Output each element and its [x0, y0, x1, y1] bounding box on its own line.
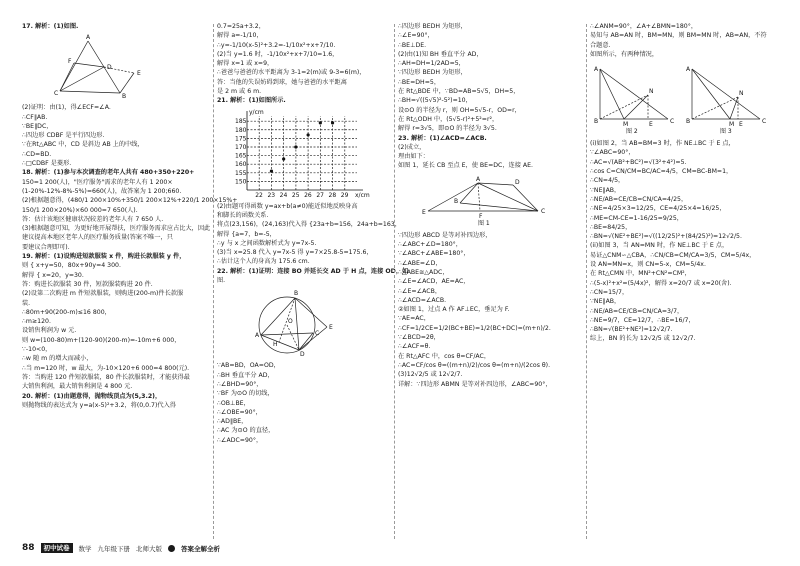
text-line: 17. 解析：(1)如图.: [22, 23, 79, 30]
text-line: (2)由(1)知 BH 垂直平分 AD，: [398, 50, 483, 58]
text-line: ∴∠BHD=90°，: [217, 380, 263, 388]
text-line: ∴AC=√(AB²+BC²)=√(3²+4²)=5.: [590, 158, 687, 166]
column-divider: [586, 24, 587, 539]
fig2-vertex-label-c: C: [670, 118, 675, 126]
edge-bc: [460, 203, 538, 211]
text-line: 18. 解析：(1)参与本次调查的老年人共有 480+350+220+: [22, 169, 195, 177]
x-tick-label: 25: [291, 191, 300, 199]
text-line: ∵∠BCD=2θ，: [398, 334, 440, 342]
edge-ab: [460, 183, 478, 203]
fig2-segment-bn: [600, 95, 648, 119]
vertex-label-b: B: [294, 290, 299, 298]
text-line: (2)根据题意得，(480/1 200×10%+350/1 200×12%+220/1 200×15%+: [22, 197, 238, 205]
text-line: 是 2 m 或 6 m.: [217, 88, 262, 96]
text-line: 建议提高本地区老年人的医疗服务质量(答案不唯一，只: [22, 234, 173, 242]
text-line: ∴四边形 BEDH 为矩形，: [398, 23, 467, 30]
y-tick-label: 180: [235, 126, 247, 134]
vertex-label-b: B: [454, 197, 459, 205]
y-tick-label: 175: [235, 135, 247, 143]
y-axis-label: y/cm: [249, 108, 264, 116]
text-line: ∴cos C=CN/CM=BC/AC=4/5，CM=BC-BM=1，: [590, 168, 733, 176]
x-tick-label: 26: [304, 191, 312, 199]
fig3-vertex-label-e: E: [739, 121, 743, 129]
fig3-edge-am: [692, 69, 730, 119]
figure-caption: 图 1: [478, 219, 490, 227]
text-line: (2)证明：由(1)，得∠ECF=∠A.: [22, 104, 111, 112]
text-line: 在 Rt△CMN 中，MN²+CN²=CM²，: [590, 270, 691, 278]
text-line: ∴w 随 m 的增大而减小，: [22, 355, 93, 363]
text-line: ∴CF∥AB.: [22, 113, 48, 121]
text-line: ∵BE∥DC，: [22, 122, 53, 130]
text-line: 易知与 AB=AN 时，BM=MN，则 BM=MN 时，AB=AN，不符: [590, 32, 767, 40]
text-line: 要建议合理即可).: [22, 243, 70, 251]
column-3: [398, 22, 583, 542]
text-line: 如图 1，延长 CB 至点 E，使 BE=DC，连接 AE.: [398, 162, 533, 170]
vertex-label-e: E: [329, 324, 333, 332]
text-line: ∴CD=BD.: [22, 150, 52, 158]
figure-23-1: [398, 173, 548, 229]
text-line: ∴m≥120.: [22, 318, 51, 326]
altitude-af: [478, 183, 480, 211]
data-point: [331, 121, 334, 124]
x-tick-label: 29: [340, 191, 349, 199]
fig2-edge-mn: [624, 95, 648, 119]
column-divider: [213, 24, 214, 539]
edge-dc: [513, 185, 538, 211]
text-line: ∴y 与 x 之间函数解析式为 y=7x-5.: [217, 239, 317, 247]
fig2-edge-am: [600, 69, 624, 119]
chord-dc: [299, 333, 313, 350]
vertex-label-a: A: [476, 175, 481, 183]
text-line: 0.7=25a+3.2，: [217, 23, 265, 30]
text-line: (3)12√2/5 或 12√2/7.: [398, 371, 463, 379]
text-line: 22. 解析：(1)证明：连接 BO 并延长交 AD 于 H 点，连接 OD，如: [217, 267, 409, 275]
text-line: 综上，BN 的长为 12√2/5 或 12√2/7.: [590, 335, 696, 343]
vertex-label-c: C: [541, 207, 546, 215]
x-tick-label: 23: [267, 191, 276, 199]
text-line: ∴∠ACF=θ.: [398, 343, 431, 351]
text-line: ∴NE=9/7，CE=12/7，∴BE=16/7，: [590, 316, 695, 324]
text-line: 设 AN=MN=x，则 CN=5-x，CM=5/4x.: [590, 261, 706, 269]
text-line: 23. 解析：(1)∠ACD=∠ACB.: [398, 134, 487, 142]
text-line: ∴∠OBE=90°，: [217, 408, 262, 416]
fig3-vertex-label-a: A: [686, 66, 691, 74]
x-tick-label: 24: [279, 191, 288, 199]
data-point: [307, 133, 310, 136]
fig3-edge-ac: [692, 69, 760, 119]
segment-de: [299, 327, 327, 350]
text-line: ∴BN=√(NE²+BE²)=√((12/25)²+(84/25)²)=12√2/5.: [590, 233, 742, 241]
y-tick-label: 155: [235, 169, 247, 177]
text-line: 易证△CNM∽△CBA，∴CN/CB=CM/CA=3/5，CM=5/4x，: [590, 251, 756, 259]
figure-caption: 图 3: [720, 128, 732, 136]
text-line: 将点(23,156)，(24,163)代入得 {23a+b=156，24a+b=163，: [217, 221, 401, 229]
bullet-icon: [168, 545, 175, 552]
vertex-label-a: A: [255, 332, 260, 340]
footer-tag: 答案全解全析: [181, 544, 221, 553]
text-line: 则 w=(100-80)m+(120-90)(200-m)=-10m+6 000，: [22, 336, 181, 344]
text-line: ∵四边形 ABCD 是等对补四边形，: [398, 231, 492, 239]
text-line: 答：当他的失误妨碍到球，她与爸爸的水平距离: [217, 78, 347, 86]
text-line: ∴∠E=∠ACB，: [398, 287, 442, 295]
text-line: ∵AB=BD，OA=OD，: [217, 362, 280, 370]
y-tick-label: 185: [235, 117, 247, 125]
text-line: ∴AH=DH=1/2AD=5，: [398, 60, 465, 68]
figure-caption: 图 2: [626, 128, 638, 136]
text-line: 20. 解析：(1)由题意得，抛物线顶点为(5,3.2)，: [22, 392, 162, 400]
y-tick-label: 160: [235, 160, 247, 168]
fig2-vertex-label-a: A: [594, 66, 599, 74]
vertex-label-o: O: [288, 318, 293, 326]
text-line: (2)由题可得函数 y=ax+b(a≠0)能近似地反映身高: [217, 202, 358, 210]
text-line: ∴AC 为⊙O 的直径，: [217, 427, 275, 435]
text-line: ∵∠ABC+∠ABE=180°，: [398, 250, 470, 258]
fig2-edge-ac: [600, 69, 668, 119]
text-line: 21. 解析：(1)如图所示.: [217, 97, 286, 105]
y-tick-label: 165: [235, 152, 247, 160]
text-line: ∴∠ABC+∠D=180°，: [398, 241, 462, 249]
x-tick-label: 22: [255, 191, 263, 199]
text-line: ∴爸爸与爸爸的水平距离为 3-1=2(m)或 9-3=6(m)，: [217, 69, 366, 77]
text-line: 解得 {a=7，b=-5，: [217, 230, 276, 238]
text-line: 则 { x+y=50，80x+90y=4 300.: [22, 262, 121, 270]
text-line: ∵NE∥AB，: [590, 186, 621, 194]
text-line: ∴∠ACD=∠ACB.: [398, 296, 447, 304]
x-tick-label: 28: [328, 191, 337, 199]
text-line: (2)设第二次购进 m 件短款服装，则购进(200-m)件长款服: [22, 290, 184, 298]
text-line: ∵-10<0，: [22, 346, 52, 354]
text-line: 19. 解析：(1)设购进短款服装 x 件，购进长款服装 y 件，: [22, 253, 186, 261]
text-line: ∴四边形 CDBF 是平行四边形.: [22, 132, 105, 140]
text-line: ∴BN=√(BE²+NE²)=12√2/7.: [590, 326, 673, 334]
vertex-label-c: C: [54, 90, 59, 98]
text-line: ∴CN=4/5，: [590, 177, 625, 185]
text-line: (3)根据题意可知，为更好地开展帮扶，医疗服务需求应占比大，因此: [22, 225, 211, 233]
text-line: 和脚长的函数关系.: [217, 211, 269, 219]
text-line: ∴∠ABE=∠D，: [398, 259, 442, 267]
text-line: ∵BF 为⊙O 的切线，: [217, 390, 274, 398]
text-line: ∴估计这个人的身高为 175.6 cm.: [217, 258, 310, 266]
page-footer: [22, 542, 220, 554]
figure-23-2-3: [590, 61, 770, 137]
page-number: 88: [22, 543, 35, 553]
text-line: 解得 r=3√5，即⊙O 的半径为 3√5.: [398, 125, 497, 133]
text-line: ∴△ABE≅△ADC，: [398, 268, 449, 276]
text-line: ∴BE=84/25，: [590, 223, 632, 231]
text-line: ∵NE∥AB，: [590, 298, 621, 306]
fig3-vertex-label-m: M: [729, 121, 735, 129]
text-line: 在 Rt△ODH 中，(5√5-r)²+5²=r²，: [398, 115, 499, 123]
chord-ac: [261, 333, 313, 335]
vertex-label-e: E: [137, 70, 141, 78]
text-line: ∴(5-x)²+x²=(5/4x)²，解得 x=20/7 或 x=20(舍).: [590, 279, 732, 287]
brand-badge: 初中试卷: [41, 543, 73, 553]
text-line: (2)成立，: [398, 143, 426, 151]
data-point: [282, 157, 285, 160]
text-line: ∴当 m=120 时，w 最大，为-10×120+6 000=4 800(元).: [22, 364, 190, 372]
text-line: ∴ME=CM-CE=1-16/25=9/25，: [590, 214, 683, 222]
text-line: ∴CF=1/2CE=1/2(BC+BE)=1/2(BC+DC)=(m+n)/2.: [398, 324, 551, 332]
text-line: 理由如下：: [398, 153, 429, 161]
edge-ad: [478, 183, 513, 185]
data-point: [270, 169, 273, 172]
edge-cb: [60, 91, 120, 93]
text-line: ∴y=-1/10(x-5)²+3.2=-1/10x²+x+7/10.: [217, 41, 336, 49]
text-line: ∴BH 垂直平分 AD，: [217, 371, 274, 379]
column-4: [590, 22, 785, 542]
x-tick-label: 27: [316, 191, 324, 199]
vertex-label-d: D: [300, 351, 305, 359]
text-line: (3)当 x=25.8 代入 y=7x-5 得 y=7×25.8-5=175.6，: [217, 249, 373, 257]
vertex-label-a: A: [86, 34, 91, 42]
fig2-vertex-label-e: E: [649, 121, 653, 129]
fig3-vertex-label-n: N: [739, 90, 744, 98]
data-point: [319, 121, 322, 124]
text-line: (2)当 y=1.6 时，-1/10x²+x+7/10=1.6，: [217, 50, 339, 58]
figure-21-scatter-chart: [217, 108, 370, 200]
text-line: ∴NE/AB=CE/CB=CN/CA=3/7，: [590, 307, 684, 315]
fig3-vertex-label-b: B: [686, 118, 691, 126]
text-line: ∴CN=15/7，: [590, 288, 629, 296]
text-line: 在 Rt△BDE 中，∵BD=AB=5√5，DH=5，: [398, 88, 520, 96]
text-line: ∴BE=DH=5，: [398, 78, 441, 86]
text-line: ∴∠ANM=90°，∠A+∠BMN=180°，: [590, 23, 698, 30]
text-line: ∴OB⊥BE，: [217, 399, 250, 407]
text-line: (1-20%-12%-8%-5%)=660(人)，故答案为 1 200;660.: [22, 187, 182, 195]
vertex-label-b: B: [122, 93, 127, 101]
y-tick-label: 150: [235, 178, 247, 186]
text-line: ∴NE/AB=CE/CB=CN/CA=4/25，: [590, 195, 688, 203]
text-line: 图.: [217, 277, 226, 285]
text-line: 则抛物线的表达式为 y=a(x-5)²+3.2，将(0,0.7)代入得: [22, 401, 176, 409]
text-line: 设销售利润为 w 元.: [22, 327, 77, 335]
edge-be: [120, 73, 134, 93]
edge-ae: [428, 183, 478, 211]
tangent-be: [295, 298, 327, 327]
text-line: ∴BE⊥DE.: [398, 41, 427, 49]
text-line: 详解：∵四边形 ABMN 是等对补四边形，∠ABC=90°，: [398, 380, 552, 388]
footer-edition: 北师大版: [136, 544, 163, 553]
text-line: ∴AC=CF/cos θ=((m+n)/2)/cos θ=(m+n)/(2cos θ).: [398, 361, 551, 369]
text-line: 150/1 200×20%)×60 000=7 650(人).: [22, 206, 138, 214]
text-line: ∴∠E=∠ACD，AE=AC，: [398, 278, 470, 286]
vertex-label-d: D: [107, 64, 112, 72]
text-line: (ii)如图 3，当 AN=MN 时，作 NE⊥BC 于 E 点，: [590, 242, 729, 250]
text-line: ∵四边形 BEDH 为矩形，: [398, 69, 467, 77]
text-line: ∵在Rt△ABC 中，CD 是斜边 AB 上的中线，: [22, 141, 144, 149]
edge-fd: [74, 63, 104, 67]
text-line: 答：估计该地区健康状况较差的老年人有 7 650 人.: [22, 215, 164, 223]
fig2-vertex-label-n: N: [649, 88, 654, 96]
text-line: 解得 { x=20，y=30.: [22, 271, 84, 279]
text-line: (i)如图 2，当 AB=BM=3 时，作 NE⊥BC 于 E 点，: [590, 140, 735, 148]
text-line: 解得 x=1 或 x=9，: [217, 60, 274, 68]
data-point: [294, 145, 297, 148]
text-line: 设⊙O 的半径为 r，则 OH=5√5-r，OD=r，: [398, 106, 521, 114]
text-line: ②如图 1，过点 A 作 AF⊥EC，垂足为 F.: [398, 306, 510, 314]
chord-ab: [261, 298, 295, 335]
text-line: 答：当购进 120 件短款服装，80 件长款服装时，才能获得最: [22, 373, 190, 381]
text-line: ∴BH=√((5√5)²-5²)=10，: [398, 97, 472, 105]
text-line: ∴∠ADC=90°，: [217, 436, 263, 444]
edge-ac: [478, 183, 538, 211]
vertex-label-e: E: [422, 208, 426, 216]
text-line: 解得 a=-1/10，: [217, 32, 263, 40]
column-divider: [394, 24, 395, 539]
vertex-label-h: H: [273, 341, 278, 349]
fig2-vertex-label-b: B: [594, 118, 599, 126]
fig3-vertex-label-c: C: [762, 118, 767, 126]
text-line: 大销售利润，最大销售利润是 4 800 元.: [22, 383, 133, 391]
text-line: 150=1 200(人)，"医疗服务"需求的老年人有 1 200×: [22, 178, 173, 186]
x-axis-label: x/cm: [355, 191, 370, 199]
text-line: 答：购进长款服装 30 件，短款服装购进 20 件.: [22, 280, 153, 288]
footer-subject: 数学: [78, 544, 92, 553]
text-line: ∴∠E=90°，: [398, 32, 434, 40]
footer-grade: 九年级下册: [97, 544, 131, 553]
text-line: 装.: [22, 299, 31, 307]
vertex-label-d: D: [515, 178, 520, 186]
figure-17: [22, 33, 152, 101]
vertex-label-f: F: [479, 212, 483, 220]
column-2: [217, 22, 409, 542]
text-line: 如图所示，有两种情况，: [590, 50, 659, 58]
text-line: 合题意.: [590, 41, 611, 49]
text-line: ∵∠ABC=90°，: [590, 149, 635, 157]
vertex-label-f: F: [68, 58, 72, 66]
chord-ad: [261, 335, 299, 350]
text-line: ∴80m+90(200-m)≤16 800，: [22, 308, 111, 316]
text-line: ∴AD∥BE，: [217, 418, 248, 426]
text-line: ∴□CDBF 是菱形.: [22, 160, 72, 168]
y-tick-label: 170: [235, 143, 247, 151]
text-line: 在 Rt△AFC 中，cos θ=CF/AC，: [398, 352, 491, 360]
text-line: ∵AE=AC，: [398, 315, 430, 323]
vertex-label-c: C: [315, 330, 320, 338]
fig2-vertex-label-m: M: [623, 121, 629, 129]
figure-22-circle: [217, 287, 342, 359]
text-line: ∴NE=4/25×3=12/25，CE=4/25×4=16/25，: [590, 205, 726, 213]
